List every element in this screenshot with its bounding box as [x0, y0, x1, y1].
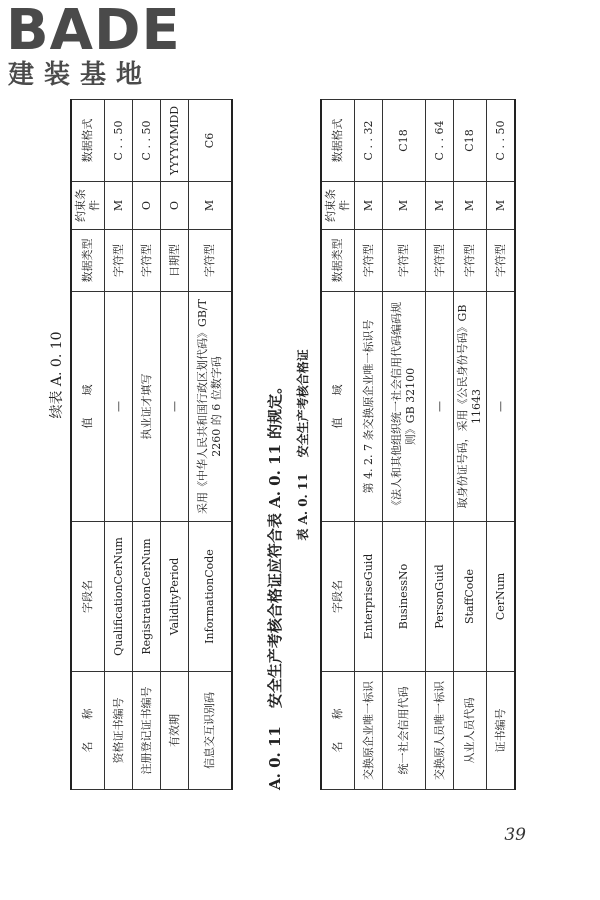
cell-type: 字符型: [487, 230, 516, 292]
cell-domain: 执业证才填写: [133, 292, 161, 522]
cell-format: YYYYMMDD: [161, 100, 189, 182]
cell-field: PersonGuid: [426, 522, 454, 672]
rotated-page: [42, 30, 562, 810]
cell-field: ValidityPeriod: [161, 522, 189, 672]
header-field: 字段名: [71, 522, 105, 672]
continued-table-label: 续表 A. 0. 10: [49, 331, 65, 419]
cell-field: BusinessNo: [383, 522, 426, 672]
header-domain: 值 域: [321, 292, 355, 522]
header-format: 数据格式: [321, 100, 355, 182]
table-a010-continued: [70, 99, 233, 790]
table-row: [161, 100, 189, 790]
header-constraint: 约束条件: [71, 182, 105, 230]
cell-constraint: O: [133, 182, 161, 230]
cell-constraint: M: [383, 182, 426, 230]
cell-type: 字符型: [105, 230, 133, 292]
header-name: 名 称: [71, 672, 105, 790]
cell-name: 注册登记证书编号: [133, 672, 161, 790]
table-row: [105, 100, 133, 790]
cell-name: 交换原企业唯一标识: [355, 672, 383, 790]
header-type: 数据类型: [321, 230, 355, 292]
cell-field: InformationCode: [189, 522, 233, 672]
cell-type: 日期型: [161, 230, 189, 292]
header-format: 数据格式: [71, 100, 105, 182]
cell-type: 字符型: [133, 230, 161, 292]
cell-domain: 第 4. 2. 7 条交换原企业唯一标识号: [355, 292, 383, 522]
cell-domain: 取身份证号码，采用《公民身份号码》GB 11643: [454, 292, 487, 522]
cell-format: C . . 32: [355, 100, 383, 182]
cell-name: 证书编号: [487, 672, 516, 790]
cell-name: 信息交互识别码: [189, 672, 233, 790]
watermark-brand: BADE: [6, 0, 181, 63]
cell-domain: —: [487, 292, 516, 522]
table-header-row: [321, 100, 355, 790]
cell-name: 有效期: [161, 672, 189, 790]
header-name: 名 称: [321, 672, 355, 790]
cell-format: C . . 50: [133, 100, 161, 182]
header-domain: 值 域: [71, 292, 105, 522]
cell-constraint: O: [161, 182, 189, 230]
table-row: [454, 100, 487, 790]
page-number: 39: [504, 825, 526, 845]
cell-name: 统一社会信用代码: [383, 672, 426, 790]
watermark-subtitle: 建装基地: [8, 60, 153, 90]
cell-name: 资格证书编号: [105, 672, 133, 790]
cell-domain: —: [426, 292, 454, 522]
table-a011: [320, 99, 516, 790]
table-row: [133, 100, 161, 790]
cell-constraint: M: [426, 182, 454, 230]
table-header-row: [71, 100, 105, 790]
cell-type: 字符型: [355, 230, 383, 292]
table-row: [355, 100, 383, 790]
cell-format: C . . 64: [426, 100, 454, 182]
table-caption: [294, 100, 311, 790]
section-text: 安全生产考核合格证应符合表 A. 0. 11 的规定。: [266, 378, 284, 709]
header-type: 数据类型: [71, 230, 105, 292]
cell-field: StaffCode: [454, 522, 487, 672]
cell-format: C18: [454, 100, 487, 182]
cell-constraint: M: [355, 182, 383, 230]
table-caption-title: 安全生产考核合格证: [296, 349, 310, 458]
header-constraint: 约束条件: [321, 182, 355, 230]
cell-format: C6: [189, 100, 233, 182]
cell-constraint: M: [105, 182, 133, 230]
watermark-logo: [6, 2, 181, 90]
cell-constraint: M: [487, 182, 516, 230]
cell-field: CerNum: [487, 522, 516, 672]
cell-type: 字符型: [383, 230, 426, 292]
section-number: A. 0. 11: [266, 726, 284, 790]
cell-name: 交换原人员唯一标识: [426, 672, 454, 790]
cell-domain: —: [161, 292, 189, 522]
cell-constraint: M: [189, 182, 233, 230]
header-field: 字段名: [321, 522, 355, 672]
cell-name: 从业人员代码: [454, 672, 487, 790]
table-caption-number: 表 A. 0. 11: [296, 473, 310, 541]
cell-field: EnterpriseGuid: [355, 522, 383, 672]
cell-type: 字符型: [426, 230, 454, 292]
cell-type: 字符型: [189, 230, 233, 292]
cell-field: QualificationCerNum: [105, 522, 133, 672]
cell-domain: 采用《中华人民共和国行政区划代码》GB/T 2260 的 6 位数字码: [189, 292, 233, 522]
table-row: [487, 100, 516, 790]
section-heading: [264, 90, 285, 790]
cell-constraint: M: [454, 182, 487, 230]
cell-type: 字符型: [454, 230, 487, 292]
table-row: [383, 100, 426, 790]
cell-field: RegistrationCerNum: [133, 522, 161, 672]
table-row: [426, 100, 454, 790]
cell-domain: —: [105, 292, 133, 522]
table-row: [189, 100, 233, 790]
cell-format: C18: [383, 100, 426, 182]
cell-domain: 《法人和其他组织统一社会信用代码编码规则》GB 32100: [383, 292, 426, 522]
cell-format: C . . 50: [105, 100, 133, 182]
cell-format: C . . 50: [487, 100, 516, 182]
